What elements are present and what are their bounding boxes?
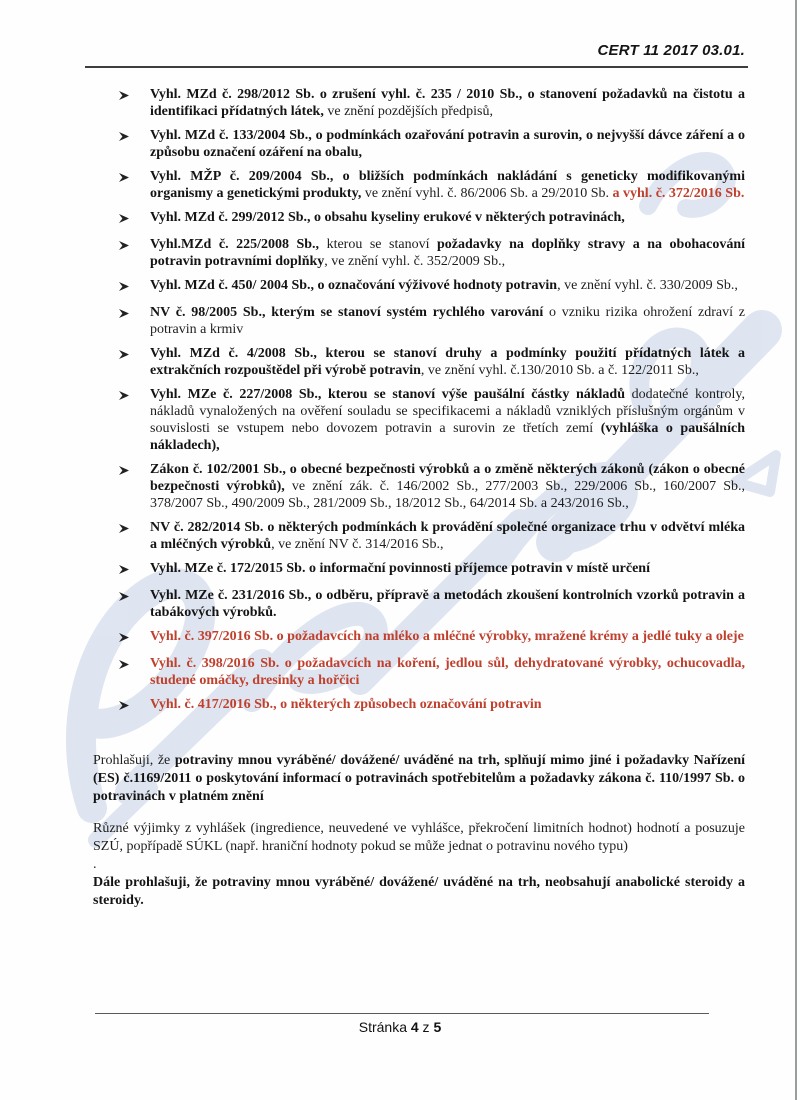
text-segment: dodatečné kontroly, nákladů vynaložených na ověření souladu se specifikacemi a nákladů vzniklých příslušným orgánům v souvislosti se vstupem nebo dovozem potravin a surovin ze třetích zemí (150, 387, 745, 436)
text-segment: , ve znění vyhl. č. 352/2009 Sb., (324, 254, 506, 269)
list-item (93, 277, 745, 297)
list-item (93, 209, 745, 229)
bullet-arrowhead-icon (93, 209, 150, 229)
list-item (93, 655, 745, 689)
text-segment: Vyhl.MZd č. 225/2008 Sb., (150, 237, 320, 252)
bullet-arrowhead-icon (93, 519, 150, 553)
declaration-paragraph (93, 874, 745, 910)
text-segment: Vyhl. MZd č. 298/2012 Sb. o zrušení vyhl. č. 235 / 2010 Sb., o stanovení požadavků na čistotu a identifikaci přídatných látek, (150, 87, 745, 119)
list-item (93, 628, 745, 648)
bullet-arrowhead-icon (93, 345, 150, 379)
bullet-arrowhead-icon (93, 386, 150, 454)
text-segment: Vyhl. MZe č. 227/2008 Sb., kterou se stanoví výše paušální částky nákladů (150, 387, 625, 402)
scan-edge-line (795, 0, 797, 1100)
bullet-arrowhead-icon (93, 696, 150, 716)
page-number-part: Stránka (358, 1019, 411, 1035)
declaration-paragraph (93, 752, 745, 806)
bullet-arrowhead-icon (93, 655, 150, 689)
text-segment: . (93, 857, 97, 872)
text-segment: ve znění pozdějších předpisů, (323, 104, 493, 119)
header-rule (85, 66, 748, 68)
text-segment: Vyhl. MZe č. 231/2016 Sb., o odběru, přípravě a metodách zkoušení kontrolních vzorků potravin a tabákových výrobků. (150, 588, 745, 620)
page-number (0, 1019, 800, 1035)
document-body (93, 86, 745, 910)
text-segment: Vyhl. č. 417/2016 Sb., o některých způsobech označování potravin (150, 697, 542, 712)
page-number-part: 5 (433, 1019, 442, 1035)
regulation-text (150, 86, 745, 120)
text-segment: o vzniku rizika ohrožení zdraví z potravin a krmiv (150, 305, 745, 337)
list-item (93, 587, 745, 621)
declaration-paragraphs (93, 752, 745, 910)
regulation-text (150, 560, 745, 580)
bullet-arrowhead-icon (93, 304, 150, 338)
text-segment: (vyhláška o paušálních nákladech), (150, 421, 745, 453)
text-segment: Vyhl. MZe č. 172/2015 Sb. o informační povinnosti příjemce potravin v místě určení (150, 561, 650, 576)
regulation-text (150, 277, 745, 297)
header-title: CERT 11 2017 03.01. (597, 42, 745, 59)
bullet-arrowhead-icon (93, 560, 150, 580)
page-number-part: z (418, 1019, 434, 1035)
footer-rule (95, 1013, 709, 1014)
text-segment: ve znění vyhl. č. 86/2006 Sb. a 29/2010 Sb. (361, 186, 613, 201)
list-item (93, 696, 745, 716)
regulation-text (150, 304, 745, 338)
list-item (93, 386, 745, 454)
text-segment: Vyhl. MZd č. 133/2004 Sb., o podmínkách ozařování potravin a surovin, o nejvyšší dávce záření a o způsobu označení ozáření na obalu, (150, 128, 745, 160)
text-segment: , ve znění NV č. 314/2016 Sb., (271, 537, 444, 552)
text-segment: a vyhl. č. 372/2016 Sb. (612, 186, 745, 201)
regulation-text (150, 345, 745, 379)
bullet-arrowhead-icon (93, 277, 150, 297)
text-segment: Různé výjimky z vyhlášek (ingredience, neuvedené ve vyhlášce, překročení limitních hodnot) hodnotí a posuzuje SZÚ, popřípadě SÚKL (např. hraniční hodnoty pokud se může jednat o potravinu nového typu) (93, 821, 745, 854)
list-item (93, 560, 745, 580)
text-segment: Vyhl. č. 397/2016 Sb. o požadavcích na mléko a mléčné výrobky, mražené krémy a jedlé tuky a oleje (150, 629, 744, 644)
page-number-part: 4 (410, 1019, 419, 1035)
list-item (93, 304, 745, 338)
text-segment: Vyhl. MZd č. 4/2008 Sb., kterou se stanoví druhy a podmínky použití přídatných látek a extrakčních rozpouštědel při výrobě potravin (150, 346, 745, 378)
list-item (93, 127, 745, 161)
text-segment: Vyhl. MŽP č. 209/2004 Sb., o bližších podmínkách nakládání s geneticky modifikovanými organismy a genetickými produkty, (150, 169, 745, 201)
regulation-text (150, 655, 745, 689)
bullet-arrowhead-icon (93, 587, 150, 621)
bullet-arrowhead-icon (93, 127, 150, 161)
list-item (93, 345, 745, 379)
bullet-arrowhead-icon (93, 628, 150, 648)
bullet-arrowhead-icon (93, 236, 150, 270)
list-item (93, 461, 745, 512)
text-segment: ve znění zák. č. 146/2002 Sb., 277/2003 Sb., 229/2006 Sb., 160/2007 Sb., 378/2007 Sb., 490/2009 Sb., 281/2009 Sb., 18/2012 Sb., 64/2014 Sb. a 243/2016 Sb., (150, 479, 745, 511)
regulation-text (150, 628, 745, 648)
text-segment: Dále prohlašuji, že potraviny mnou vyráběné/ dovážené/ uváděné na trh, neobsahují anabolické steroidy a steroidy. (93, 875, 745, 908)
list-item (93, 236, 745, 270)
regulation-text (150, 696, 745, 716)
regulation-text (150, 209, 745, 229)
list-item (93, 168, 745, 202)
list-item (93, 519, 745, 553)
regulation-text (150, 127, 745, 161)
bullet-arrowhead-icon (93, 461, 150, 512)
bullet-arrowhead-icon (93, 168, 150, 202)
text-segment: kterou se stanoví (319, 237, 437, 252)
regulation-text (150, 386, 745, 454)
regulation-list (93, 86, 745, 716)
bullet-arrowhead-icon (93, 86, 150, 120)
regulation-text (150, 519, 745, 553)
regulation-text (150, 236, 745, 270)
text-segment: NV č. 98/2005 Sb., kterým se stanoví systém rychlého varování (150, 305, 544, 320)
regulation-text (150, 587, 745, 621)
regulation-text (150, 168, 745, 202)
text-segment: Vyhl. MZd č. 450/ 2004 Sb., o označování výživové hodnoty potravin (150, 278, 558, 293)
text-segment: , ve znění vyhl. č. 330/2009 Sb., (557, 278, 738, 293)
declaration-paragraph (93, 856, 745, 874)
regulation-text (150, 461, 745, 512)
text-segment: Vyhl. MZd č. 299/2012 Sb., o obsahu kyseliny erukové v některých potravinách, (150, 210, 625, 225)
text-segment: požadavky na doplňky stravy a na obohacování potravin potravními doplňky (150, 237, 746, 269)
text-segment: Vyhl. č. 398/2016 Sb. o požadavcích na koření, jedlou sůl, dehydratované výrobky, ochucovadla, studené omáčky, dresinky a hořčici (150, 656, 745, 688)
list-item (93, 86, 745, 120)
text-segment: Zákon č. 102/2001 Sb., o obecné bezpečnosti výrobků a o změně některých zákonů (zákon o obecné bezpečnosti výrobků), (150, 462, 745, 494)
declaration-paragraph (93, 820, 745, 856)
text-segment: , ve znění vyhl. č.130/2010 Sb. a č. 122/2011 Sb., (420, 363, 699, 378)
text-segment: Prohlašuji, že (93, 753, 175, 768)
text-segment: NV č. 282/2014 Sb. o některých podmínkách k provádění společné organizace trhu v odvětví mléka a mléčných výrobků (150, 520, 745, 552)
text-segment: potraviny mnou vyráběné/ dovážené/ uváděné na trh, splňují mimo jiné i požadavky Nařízení (ES) č.1169/2011 o poskytování informací o potravinách spotřebitelům a požadavky zákona č. 110/1997 Sb. o potravinách v platném znění (93, 753, 745, 804)
